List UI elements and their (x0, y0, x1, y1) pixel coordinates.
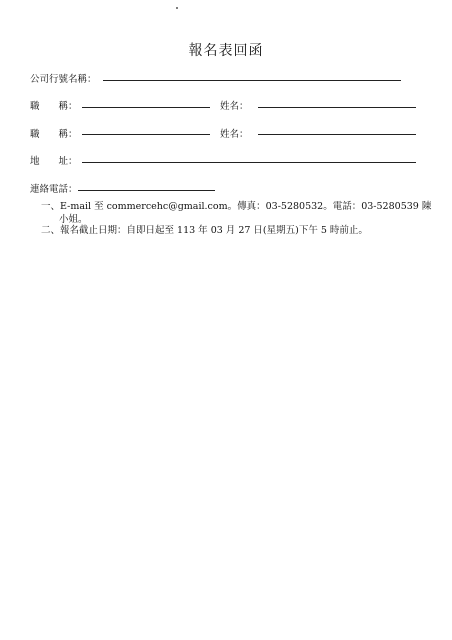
scan-speck (176, 7, 178, 9)
job-title-field-2[interactable] (82, 134, 210, 135)
phone-label: 連絡電話： (30, 184, 78, 195)
note-item-1-line-2: 小姐。 (59, 214, 88, 225)
name-label-2: 姓名： (220, 129, 249, 140)
phone-field[interactable] (78, 190, 215, 191)
address-label: 地 址： (30, 156, 78, 167)
note-item-1-line-1: 一、E-mail 至 commercehc@gmail.com。傳真：03-5280532。電話：03-5280539 陳 (41, 201, 432, 212)
form-title: 報名表回函 (188, 43, 264, 59)
name-field-1[interactable] (258, 107, 416, 108)
company-name-label: 公司行號名稱： (30, 74, 97, 85)
job-title-field-1[interactable] (82, 107, 210, 108)
address-field[interactable] (82, 162, 416, 163)
job-title-label-1: 職 稱： (30, 101, 78, 112)
company-name-field[interactable] (103, 80, 401, 81)
name-field-2[interactable] (258, 134, 416, 135)
note-item-2: 二、報名截止日期：自即日起至 113 年 03 月 27 日(星期五)下午 5 時前止。 (41, 225, 368, 236)
job-title-label-2: 職 稱： (30, 129, 78, 140)
name-label-1: 姓名： (220, 101, 249, 112)
